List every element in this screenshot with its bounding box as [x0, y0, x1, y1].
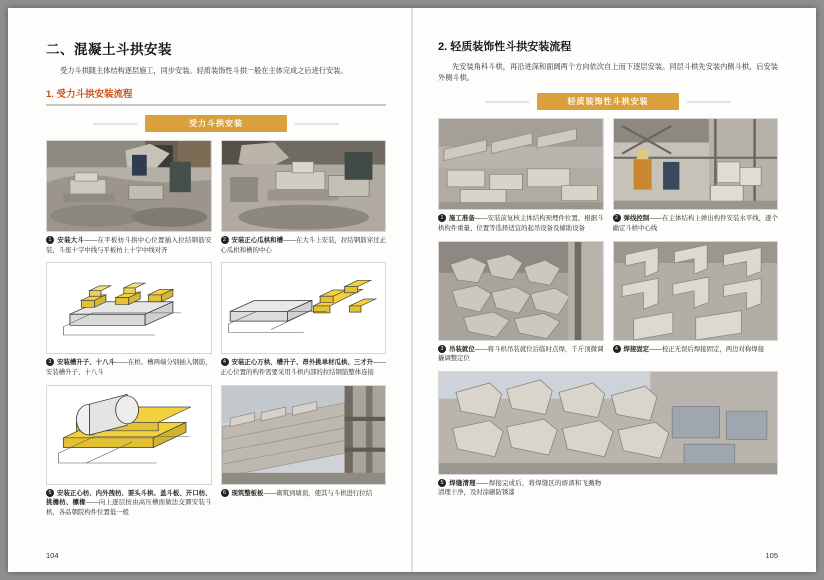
step-item	[438, 118, 604, 233]
step-title: 安装正心万栱、槽升子、昂外挑单材瓜栱、三才升	[231, 359, 374, 367]
step-diagram	[221, 262, 387, 354]
subsection-intro: 先安装角科斗栱，再沿进深和面阔两个方向依次自上而下逐层安装。同层斗栱先安装内侧斗栱，后安装外侧斗栱。	[438, 62, 778, 83]
step-title: 弹线控制	[623, 215, 650, 223]
step-photo	[46, 140, 212, 232]
step-item	[221, 262, 387, 377]
process-banner: 受力斗拱安装	[145, 115, 287, 132]
spread	[8, 8, 816, 572]
divider	[46, 104, 386, 106]
photo-line-marking-worker	[614, 119, 778, 209]
diagram-shengzi-shibadou	[47, 263, 211, 353]
step-text: ——焊接完成后，将焊缝区的熔渣和飞溅物清理干净，及时涂刷防锈漆	[438, 479, 602, 497]
step-number: 5	[438, 479, 446, 487]
photo-weld-seam-cleaning	[439, 372, 777, 474]
subsection-title: 1. 受力斗拱安装流程	[46, 89, 133, 101]
step-caption	[46, 236, 212, 255]
step-caption	[46, 358, 212, 377]
step-item	[438, 371, 778, 498]
process-banner: 轻质装饰性斗拱安装	[537, 93, 679, 110]
step-text: ——在栱、槽两端分别插入钢筋，安装槽升子、十八斗	[46, 359, 212, 376]
photo-installing-gongblock	[222, 141, 386, 231]
step-text: ——向上逐层按由高压槽面做法交圈安装斗栱，各品朝院构件位置低一般	[46, 499, 212, 516]
section-title: 二、混凝土斗拱安装	[46, 42, 172, 57]
step-title: 安装槽升子、十八斗	[57, 359, 116, 367]
diagram-zhengxinfang-tiaoyanfang	[47, 386, 211, 484]
step-item	[46, 140, 212, 255]
step-number: 1	[438, 214, 446, 222]
step-caption	[613, 214, 779, 233]
step-item	[221, 140, 387, 255]
step-number: 3	[438, 345, 446, 353]
step-item	[613, 241, 779, 364]
left-page	[8, 8, 412, 572]
step-number: 4	[613, 345, 621, 353]
step-caption	[613, 345, 779, 355]
step-caption	[46, 489, 212, 518]
step-item	[46, 262, 212, 377]
photo-worker-placing-block	[47, 141, 211, 231]
photo-welding-fixation	[614, 242, 778, 340]
page-number: 105	[765, 551, 778, 560]
step-photo	[438, 371, 778, 475]
step-text: ——在大斗上安装，拉结钢筋穿过正心瓜栱和槽的中心	[220, 237, 387, 254]
photo-wall-masonry-site	[222, 386, 386, 484]
step-photo	[221, 385, 387, 485]
step-caption	[221, 358, 387, 377]
step-photo	[438, 241, 604, 341]
step-diagram	[46, 385, 212, 485]
diagram-wangong-sancaisheng	[222, 263, 386, 353]
step-item	[46, 385, 212, 518]
step-grid	[46, 140, 386, 517]
step-title: 焊缝清理	[449, 479, 476, 487]
step-text: ——在平板枋斗拱中心位置插入拉结钢筋安装，斗座十字中线与平板枋上十字中线对齐	[46, 237, 212, 254]
step-caption	[438, 345, 604, 364]
step-caption	[438, 214, 604, 233]
subsection-header	[46, 86, 386, 106]
step-number: 5	[46, 489, 54, 497]
step-number: 2	[221, 236, 229, 244]
step-title: 吊装就位	[449, 345, 475, 353]
step-caption	[221, 236, 387, 255]
step-caption	[221, 489, 387, 499]
step-text: ——在主体结构上弹出构件安装水平线，逐个确定斗栱中心线	[612, 215, 779, 232]
step-text: ——正心位置的构件需要采用斗栱内部的拉结钢筋整体连接	[220, 359, 386, 376]
step-text: ——安装前复核主体结构预埋件位置、根据斗栱构件重量、位置等选择适宜的起吊设备及辅助设备	[438, 215, 604, 232]
step-number: 2	[613, 214, 621, 222]
page-number: 104	[46, 551, 59, 560]
photo-hoisting-in-place	[439, 242, 603, 340]
step-text: ——将斗栱吊装就位后临时点焊，千斤顶微调撬调整定位	[438, 345, 604, 363]
subsection-title: 2. 轻质装饰性斗拱安装流程	[438, 41, 572, 53]
step-title: 施工准备	[449, 215, 475, 223]
step-grid	[438, 118, 778, 498]
step-number: 4	[221, 358, 229, 366]
step-photo	[438, 118, 604, 210]
step-photo	[221, 140, 387, 232]
step-diagram	[46, 262, 212, 354]
step-item	[438, 241, 604, 364]
step-number: 6	[221, 489, 229, 497]
right-page	[412, 8, 816, 572]
section-intro: 受力斗拱随主体结构逐层施工，同步安装。轻质装饰性斗拱一般在主体完成之后进行安装。	[60, 66, 348, 75]
step-photo	[613, 118, 779, 210]
step-photo	[613, 241, 779, 341]
step-text: ——校正无误后焊接固定，两边对称焊接	[649, 345, 765, 353]
step-caption	[438, 479, 601, 498]
step-title: 安装正心瓜栱和槽	[231, 237, 284, 245]
step-title: 安装大斗	[57, 237, 85, 245]
step-text: ——砌筑到墙顶，使其与斗栱进行拉结	[263, 489, 373, 497]
step-title: 焊接固定	[623, 345, 650, 353]
step-number: 3	[46, 358, 54, 366]
step-title: 安装正心枋、内外拽枋、耍头斗栱、盖斗板、开口枋、挑檐枋、檩椽	[46, 489, 212, 507]
step-item	[613, 118, 779, 233]
photo-site-preparation	[439, 119, 603, 209]
step-title: 现筑整板板	[231, 489, 264, 497]
step-item	[221, 385, 387, 518]
step-number: 1	[46, 236, 54, 244]
